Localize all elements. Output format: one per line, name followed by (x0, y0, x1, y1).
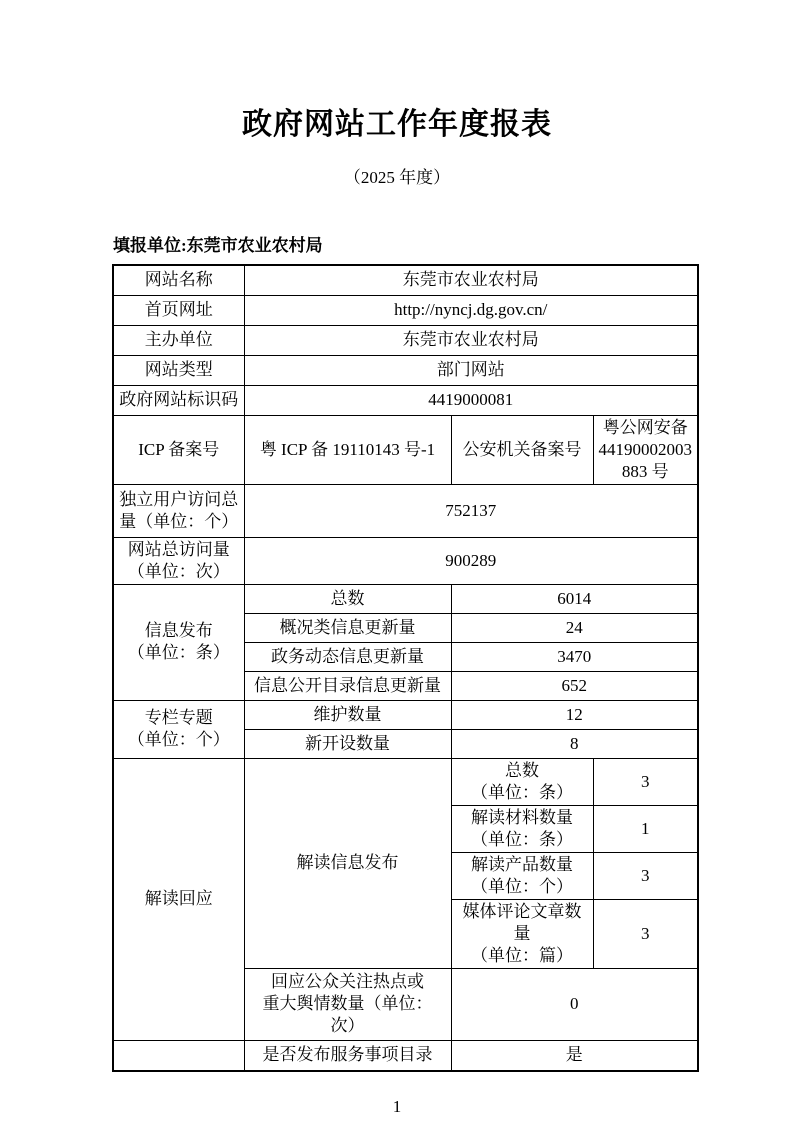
info-publish-dynamic-label: 政务动态信息更新量 (244, 642, 451, 671)
police-record-label: 公安机关备案号 (451, 415, 593, 484)
table-row (113, 484, 698, 537)
interpretation-media-value: 3 (593, 899, 698, 968)
info-publish-catalog-label: 信息公开目录信息更新量 (244, 671, 451, 700)
site-name-label: 网站名称 (113, 265, 244, 295)
info-publish-label: 信息发布 （单位：条） (113, 584, 244, 700)
interpretation-label: 解读回应 (113, 758, 244, 1040)
service-catalog-label: 是否发布服务事项目录 (244, 1040, 451, 1071)
home-url-label: 首页网址 (113, 295, 244, 325)
table-row (113, 325, 698, 355)
site-id-value: 4419000081 (244, 385, 698, 415)
table-row (113, 265, 698, 295)
info-publish-total-value: 6014 (451, 584, 698, 613)
site-name-value: 东莞市农业农村局 (244, 265, 698, 295)
icp-label: ICP 备案号 (113, 415, 244, 484)
interpretation-total-label: 总数 （单位：条） (451, 758, 593, 805)
info-publish-total-label: 总数 (244, 584, 451, 613)
unique-visitors-label: 独立用户访问总 量（单位：个） (113, 484, 244, 537)
special-columns-new-label: 新开设数量 (244, 729, 451, 758)
total-visits-label: 网站总访问量 （单位：次） (113, 537, 244, 584)
table-row (113, 415, 698, 484)
interpretation-total-value: 3 (593, 758, 698, 805)
total-visits-value: 900289 (244, 537, 698, 584)
hotspot-response-label: 回应公众关注热点或 重大舆情数量（单位： 次） (244, 968, 451, 1040)
page-subtitle: （2025 年度） (343, 168, 451, 187)
info-publish-dynamic-value: 3470 (451, 642, 698, 671)
info-publish-catalog-value: 652 (451, 671, 698, 700)
empty-section-cell (113, 1040, 244, 1071)
table-row (113, 385, 698, 415)
unique-visitors-value: 752137 (244, 484, 698, 537)
hotspot-response-value: 0 (451, 968, 698, 1040)
police-record-value: 粤公网安备 44190002003 883 号 (593, 415, 698, 484)
page-number: 1 (392, 1097, 402, 1116)
site-type-label: 网站类型 (113, 355, 244, 385)
table-row (113, 758, 698, 805)
special-columns-maintained-label: 维护数量 (244, 700, 451, 729)
site-id-label: 政府网站标识码 (113, 385, 244, 415)
page-title: 政府网站工作年度报表 (242, 108, 552, 141)
home-url-value: http://nyncj.dg.gov.cn/ (244, 295, 698, 325)
special-columns-maintained-value: 12 (451, 700, 698, 729)
icp-value: 粤 ICP 备 19110143 号-1 (244, 415, 451, 484)
interpretation-product-label: 解读产品数量 （单位：个） (451, 852, 593, 899)
table-row (113, 537, 698, 584)
sponsor-value: 东莞市农业农村局 (244, 325, 698, 355)
table-row (113, 1040, 698, 1071)
sponsor-label: 主办单位 (113, 325, 244, 355)
site-type-value: 部门网站 (244, 355, 698, 385)
info-publish-overview-value: 24 (451, 613, 698, 642)
interpretation-material-label: 解读材料数量 （单位：条） (451, 805, 593, 852)
annual-report-table (112, 264, 699, 1072)
special-columns-label: 专栏专题 （单位：个） (113, 700, 244, 758)
table-row (113, 295, 698, 325)
table-row (113, 355, 698, 385)
info-publish-overview-label: 概况类信息更新量 (244, 613, 451, 642)
interpretation-product-value: 3 (593, 852, 698, 899)
table-row (113, 700, 698, 729)
interpretation-media-label: 媒体评论文章数量 （单位：篇） (451, 899, 593, 968)
special-columns-new-value: 8 (451, 729, 698, 758)
reporting-unit-label: 填报单位:东莞市农业农村局 (113, 236, 323, 255)
interpretation-material-value: 1 (593, 805, 698, 852)
service-catalog-value: 是 (451, 1040, 698, 1071)
table-row (113, 584, 698, 613)
interpretation-publish-label: 解读信息发布 (244, 758, 451, 968)
